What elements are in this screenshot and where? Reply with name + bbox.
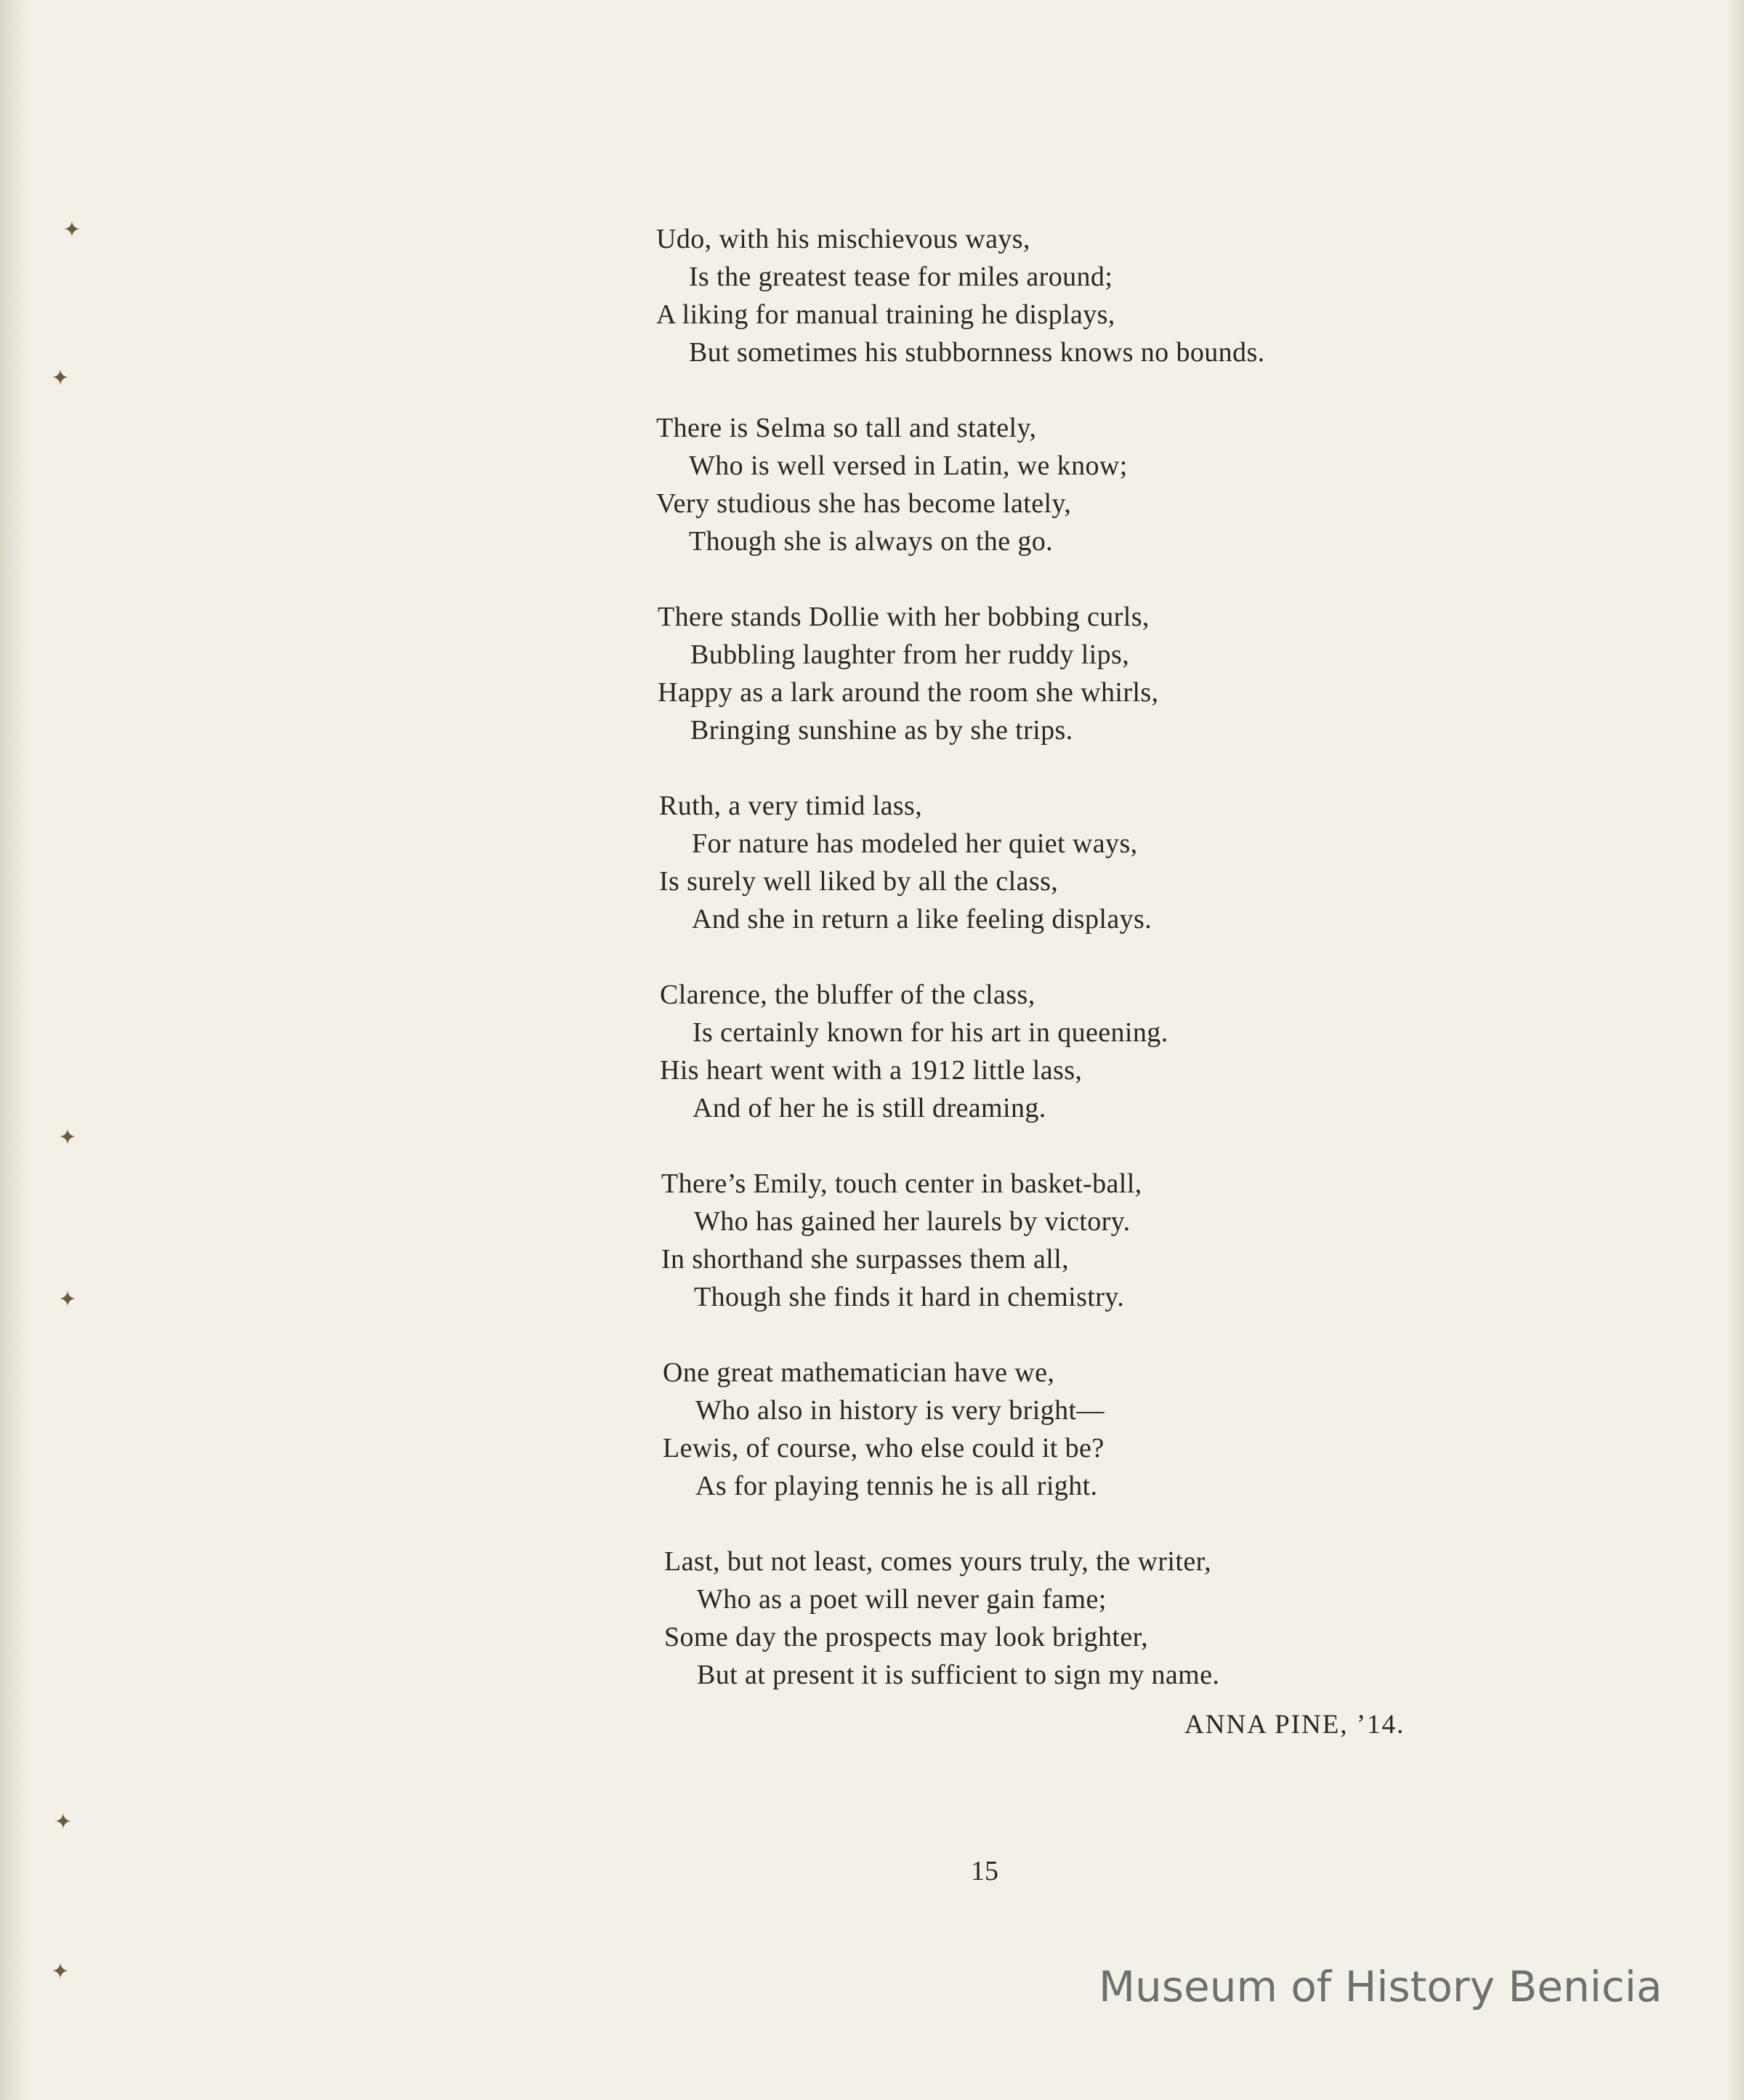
poem-line: Though she finds it hard in chemistry.: [694, 1282, 1125, 1312]
poem-line: Is certainly known for his art in queening.: [693, 1017, 1168, 1048]
binder-hole-mark: ✦: [54, 1809, 73, 1835]
poem-line: Last, but not least, comes yours truly, the writer,: [664, 1546, 1212, 1577]
poem-line: Who is well versed in Latin, we know;: [689, 451, 1128, 481]
poem-line: Is surely well liked by all the class,: [659, 866, 1059, 897]
poem-line: Though she is always on the go.: [689, 526, 1054, 557]
binder-hole-mark: ✦: [58, 1287, 77, 1312]
poem-line: There stands Dollie with her bobbing curls,: [658, 602, 1150, 632]
poem-line: Who also in history is very bright—: [695, 1395, 1105, 1426]
poem-line: Ruth, a very timid lass,: [659, 791, 923, 821]
binder-hole-mark: ✦: [51, 1959, 70, 1984]
poem-line: Very studious she has become lately,: [656, 488, 1072, 519]
page-number: 15: [971, 1856, 998, 1886]
poem-line: A liking for manual training he displays,: [656, 299, 1115, 330]
poem-line: His heart went with a 1912 little lass,: [660, 1055, 1083, 1086]
poem-line: There’s Emily, touch center in basket-ball,: [661, 1168, 1142, 1199]
poem-line: As for playing tennis he is all right.: [695, 1471, 1098, 1501]
poem-line: In shorthand she surpasses them all,: [661, 1244, 1070, 1275]
poem-line: Clarence, the bluffer of the class,: [660, 980, 1036, 1010]
poem-line: For nature has modeled her quiet ways,: [692, 828, 1138, 859]
poem-line: Bringing sunshine as by she trips.: [690, 715, 1073, 746]
museum-watermark: Museum of History Benicia: [1099, 1962, 1663, 2011]
poem-line: But sometimes his stubbornness knows no bounds.: [689, 337, 1265, 368]
poem-line: But at present it is sufficient to sign my name.: [697, 1660, 1220, 1690]
poem-line: Udo, with his mischievous ways,: [656, 224, 1030, 254]
binder-hole-mark: ✦: [51, 366, 70, 391]
poem-line: Who has gained her laurels by victory.: [694, 1206, 1131, 1237]
poem-line: And she in return a like feeling displays.: [692, 904, 1152, 934]
binder-hole-mark: ✦: [62, 217, 81, 243]
poem-line: Lewis, of course, who else could it be?: [663, 1433, 1105, 1463]
poem-line: There is Selma so tall and stately,: [656, 413, 1037, 443]
poem-line: And of her he is still dreaming.: [693, 1093, 1046, 1123]
author-signature: ANNA PINE, ’14.: [1184, 1710, 1405, 1740]
poem-line: Is the greatest tease for miles around;: [689, 262, 1113, 292]
poem-line: Some day the prospects may look brighter,: [664, 1622, 1149, 1652]
poem-line: Who as a poet will never gain fame;: [697, 1584, 1107, 1615]
poem-line: One great mathematician have we,: [663, 1357, 1055, 1388]
poem-line: Bubbling laughter from her ruddy lips,: [690, 639, 1130, 670]
poem-line: Happy as a lark around the room she whirls,: [658, 677, 1159, 708]
binder-hole-mark: ✦: [58, 1125, 77, 1150]
